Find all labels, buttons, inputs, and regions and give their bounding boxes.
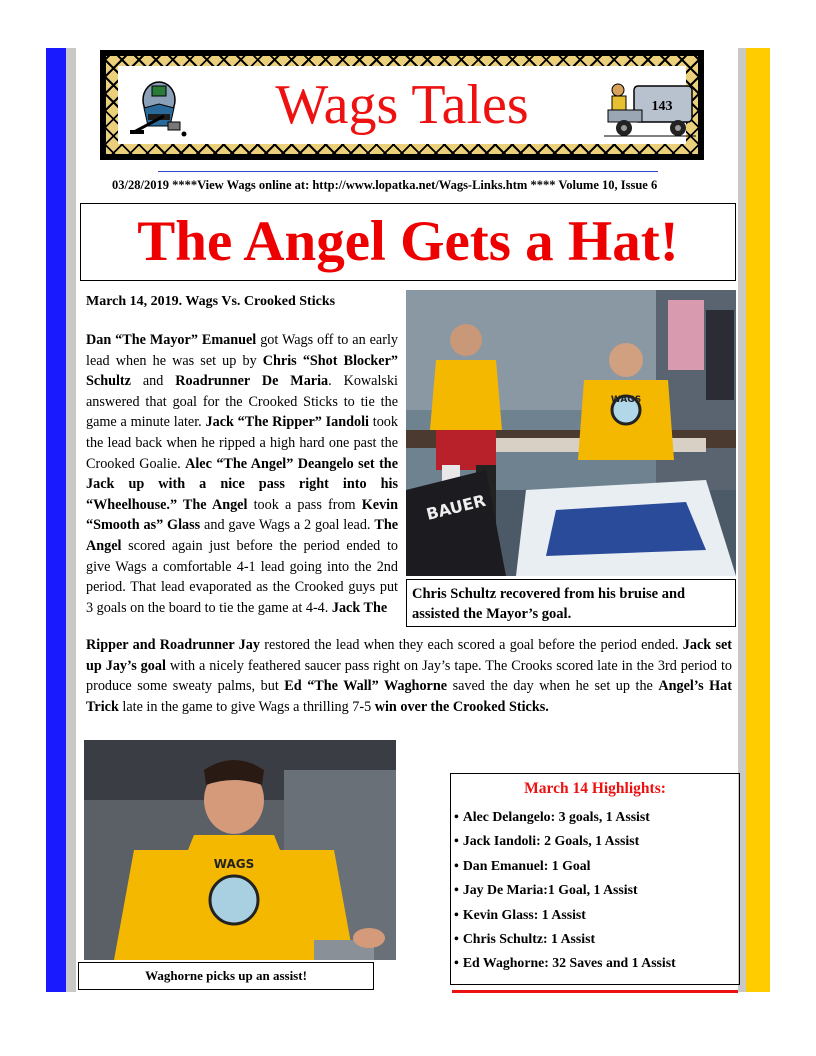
highlights-title: March 14 Highlights: — [524, 780, 666, 797]
bold-text-run: Jack “The Ripper” Iandoli — [205, 414, 369, 431]
bold-text-run: Alec “The Angel” Deangelo set the Jack up with a nice pass right into his “Wheelhouse.” The Angel — [86, 455, 398, 513]
highlight-item: • Chris Schultz: 1 Assist — [454, 927, 736, 951]
highlight-item: • Jack Iandoli: 2 Goals, 1 Assist — [454, 829, 736, 853]
game-date-heading: March 14, 2019. Wags Vs. Crooked Sticks — [86, 294, 336, 309]
highlight-item: • Kevin Glass: 1 Assist — [454, 903, 736, 927]
text-run: took the lead back when he ripped a high hard one past the Crooked Goalie. — [86, 414, 398, 472]
bold-text-run: The Angel — [86, 517, 399, 554]
bold-text-run: Jack set up Jay’s goal — [86, 637, 733, 674]
bold-text-run: Angel’s Hat Trick — [86, 678, 732, 715]
photo-caption: Chris Schultz recovered from his bruise and assisted the Mayor’s goal. — [412, 586, 686, 622]
bold-text-run: Jack The — [331, 599, 388, 616]
text-run: with a nicely feathered saucer pass right on Jay’s tape. The Crooks scored late in the 3rd period to produce some sweaty palms, but — [86, 657, 732, 695]
highlight-item: • Jay De Maria:1 Goal, 1 Assist — [454, 878, 736, 902]
left-border-shadow — [66, 48, 76, 992]
text-run: restored the lead when they each scored a goal before the period ended. — [259, 637, 683, 653]
bold-text-run: Ripper and Roadrunner Jay — [86, 637, 260, 653]
right-border-stripe — [746, 48, 770, 992]
text-run: saved the day when he set up the — [447, 678, 659, 695]
highlights-rule — [452, 990, 738, 993]
goalie-photo — [84, 740, 396, 960]
bold-text-run: Roadrunner De Maria — [175, 373, 329, 390]
article-continued-paragraph — [86, 635, 732, 717]
highlights-list — [454, 805, 736, 976]
newsletter-title: Wags Tales — [275, 74, 529, 136]
text-run: took a pass from — [247, 496, 362, 513]
text-run: got Wags off to an early lead when he was set up by — [86, 332, 398, 369]
highlight-item: • Alec Delangelo: 3 goals, 1 Assist — [454, 805, 736, 829]
highlight-item: • Ed Waghorne: 32 Saves and 1 Assist — [454, 951, 736, 975]
bold-text-run: Dan “The Mayor” Emanuel — [86, 332, 257, 348]
headline: The Angel Gets a Hat! — [137, 210, 679, 273]
text-run: and — [130, 373, 176, 390]
text-run: . Kowalski answered that goal for the Crooked Sticks to tie the game a minute later. — [86, 373, 398, 431]
goalie-jersey-label: WAGS — [213, 857, 255, 871]
bold-text-run: win over the Crooked Sticks. — [374, 698, 549, 715]
dateline: 03/28/2019 ****View Wags online at: http://www.lopatka.net/Wags-Links.htm **** Volume 10, Issue 6 — [112, 178, 658, 192]
bag-brand-label: BAUER — [424, 490, 488, 524]
locker-room-photo — [406, 290, 736, 576]
bold-text-run: Ed “The Wall” Waghorne — [284, 678, 448, 695]
text-run: and gave Wags a 2 goal lead. — [200, 517, 375, 534]
hockey-player-icon — [124, 70, 194, 140]
text-run: scored again just before the period ended to give Wags a comfortable 4-1 lead going into the 2nd period. That lead evaporated as the Crooked guys put 3 goals on the board to tie the game at 4-4. — [86, 537, 398, 616]
bold-text-run: Kevin “Smooth as” Glass — [86, 496, 398, 534]
issue-number: 143 — [651, 99, 673, 114]
bold-text-run: Chris “Shot Blocker” Schultz — [86, 352, 398, 390]
jersey-label: WAGS — [610, 395, 642, 405]
article-column-paragraph — [86, 330, 398, 618]
highlight-item: • Dan Emanuel: 1 Goal — [454, 854, 736, 878]
text-run: late in the game to give Wags a thrilling 7-5 — [118, 698, 375, 715]
zamboni-icon — [604, 72, 696, 138]
goalie-caption: Waghorne picks up an assist! — [145, 968, 307, 983]
masthead-rule — [158, 171, 658, 172]
